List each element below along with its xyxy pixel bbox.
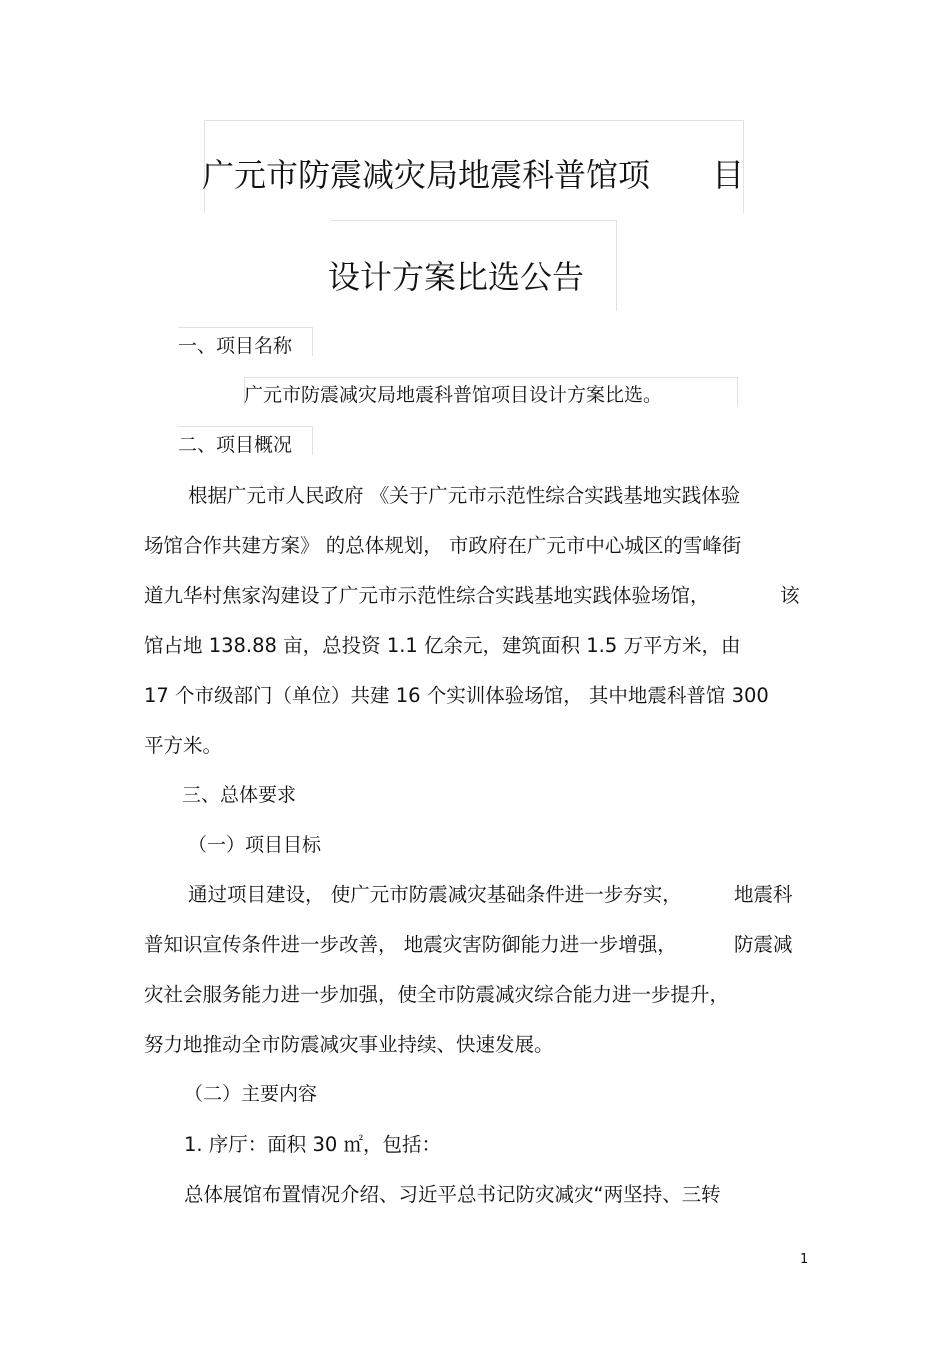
section2-line-6: 平方米。 — [144, 734, 223, 757]
section3-sub1-heading: （一）项目目标 — [188, 834, 322, 856]
section3-sub1-line-2-tail: 防震减 — [734, 933, 793, 956]
section2-line-2: 场馆合作共建方案》 的总体规划， 市政府在广元市中心城区的雪峰街 — [144, 534, 742, 557]
section2-line-4: 馆占地 138.88 亩，总投资 1.1 亿余元，建筑面积 1.5 万平方米，由 — [144, 634, 741, 657]
section2-line-3: 道九华村焦家沟建设了广元市示范性综合实践基地实践体验场馆， — [144, 584, 710, 607]
section2-line-5: 17 个市级部门（单位）共建 16 个实训体验场馆， 其中地震科普馆 300 — [144, 684, 769, 707]
section3-sub2-item1-detail: 总体展馆布置情况介绍、习近平总书记防灾减灾“两坚持、三转 — [184, 1183, 721, 1206]
section2-line-1: 根据广元市人民政府 《关于广元市示范性综合实践基地实践体验 — [188, 484, 741, 507]
section3-sub2-heading: （二）主要内容 — [184, 1083, 318, 1105]
section3-sub1-line-2: 普知识宣传条件进一步改善， 地震灾害防御能力进一步增强， — [144, 933, 677, 956]
section3-sub2-item1: 1. 序厅：面积 30 ㎡，包括： — [184, 1133, 442, 1156]
section3-sub1-line-1: 通过项目建设， 使广元市防震减灾基础条件进一步夯实， — [188, 883, 682, 906]
section3-sub1-line-3: 灾社会服务能力进一步加强，使全市防震减灾综合能力进一步提升， — [144, 983, 730, 1006]
section1-heading: 一、项目名称 — [178, 335, 293, 357]
section2-heading: 二、项目概况 — [178, 434, 293, 456]
title-line-1-main: 广元市防震减灾局地震科普馆项 — [202, 156, 651, 194]
section1-content: 广元市防震减灾局地震科普馆项目设计方案比选。 — [244, 384, 663, 406]
section3-sub1-line-1-tail: 地震科 — [734, 883, 793, 906]
title-line-2: 设计方案比选公告 — [328, 258, 585, 296]
section3-sub1-line-4: 努力地推动全市防震减灾事业持续、快速发展。 — [144, 1033, 554, 1056]
title-line-1-tail: 目 — [712, 156, 745, 194]
page-number: 1 — [800, 1252, 809, 1267]
section3-heading: 三、总体要求 — [182, 784, 297, 806]
section2-line-3-tail: 该 — [780, 584, 800, 607]
title-line-1 — [202, 150, 744, 196]
